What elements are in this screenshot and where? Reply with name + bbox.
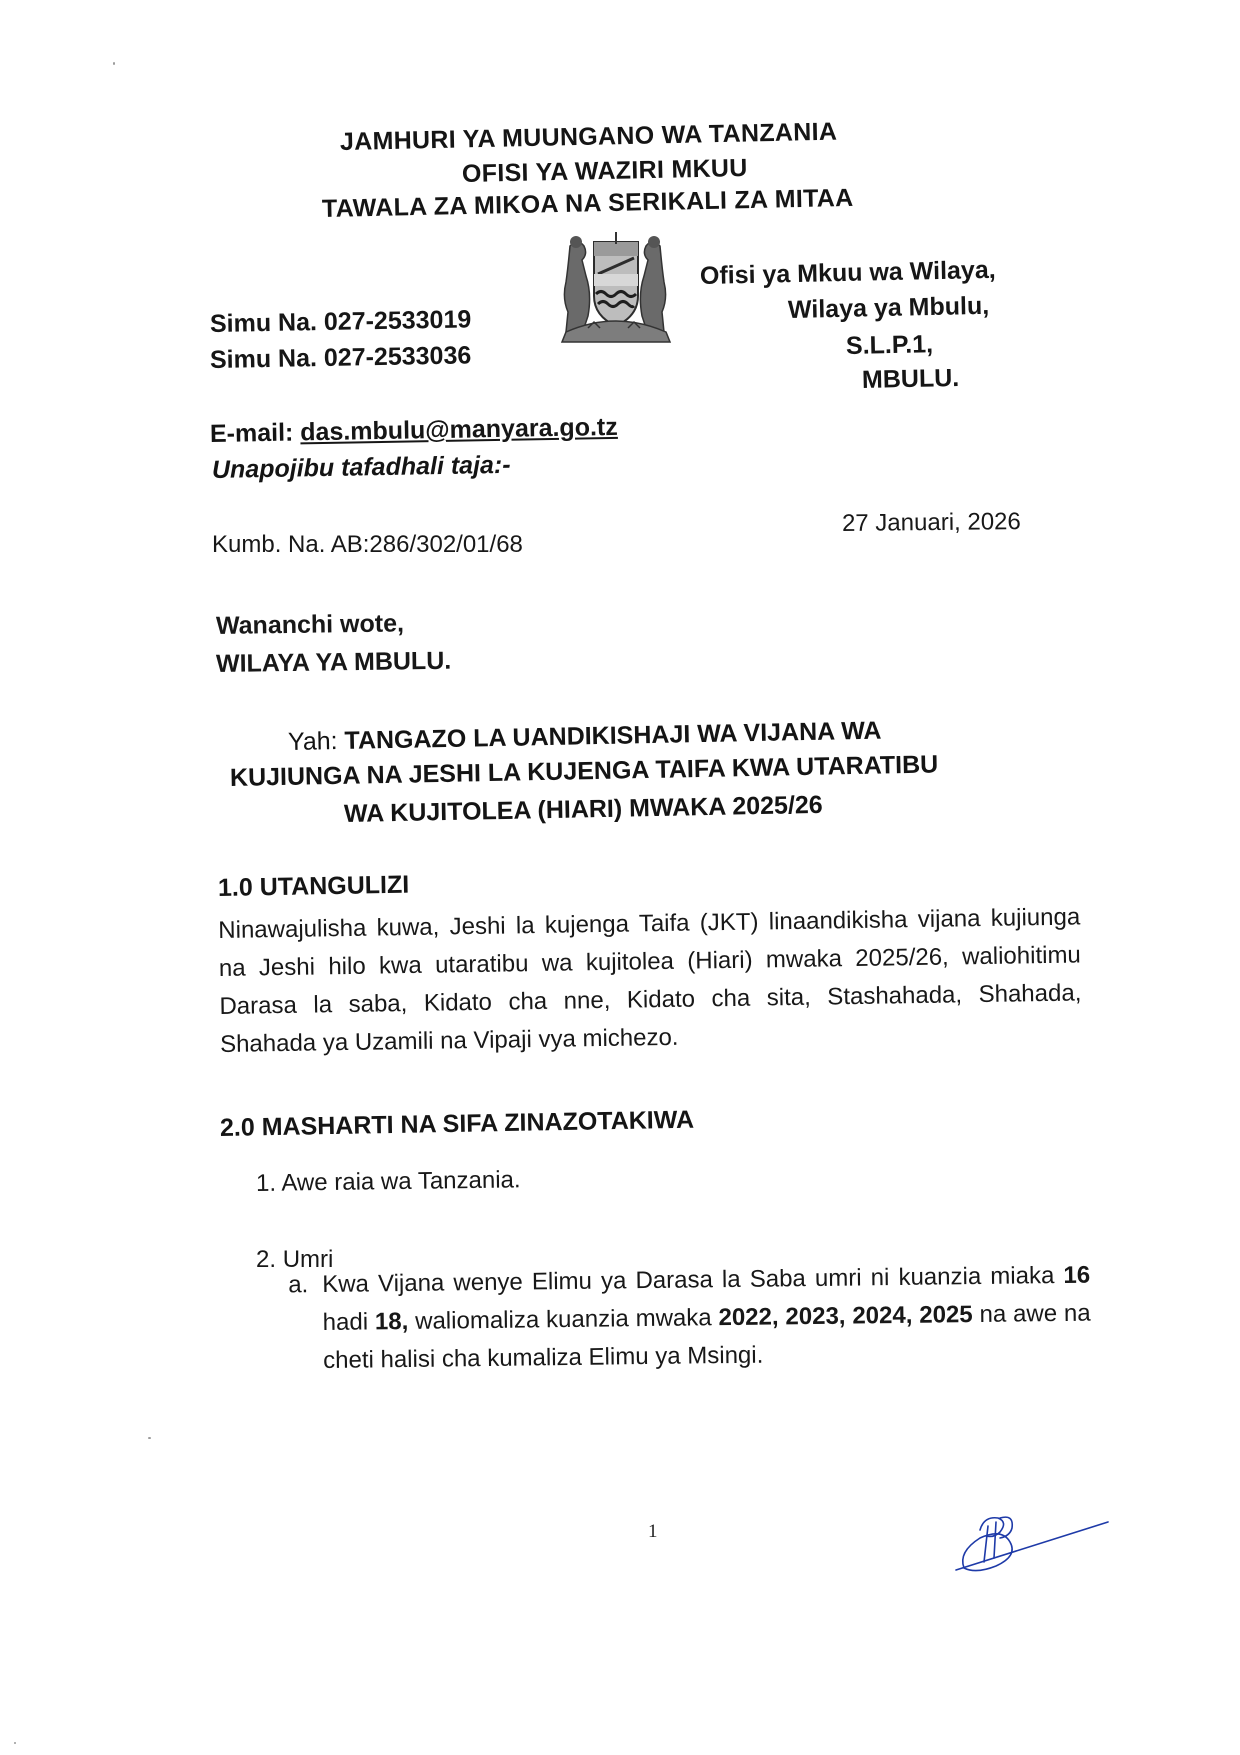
sub-list-item (288, 1257, 1091, 1380)
email-link[interactable]: das.mbulu@manyara.go.tz (300, 412, 618, 447)
text-segment: hadi (322, 1308, 376, 1336)
addressee-line-1: Wananchi wote, (215, 609, 405, 640)
text-segment: waliomaliza kuanzia mwaka (408, 1304, 719, 1335)
phone-number-2: Simu Na. 027-2533036 (209, 341, 472, 374)
page-number: 1 (648, 1521, 658, 1542)
section-heading-requirements: 2.0 MASHARTI NA SIFA ZINAZOTAKIWA (219, 1105, 695, 1142)
sub-list-marker: a. (288, 1271, 309, 1299)
scan-speck (113, 62, 115, 65)
reply-instruction: Unapojibu tafadhali taja:- (211, 450, 511, 484)
graduation-years: 2022, 2023, 2024, 2025 (718, 1301, 973, 1332)
header-department-title: TAWALA ZA MIKOA NA SERIKALI ZA MITAA (321, 183, 854, 223)
tanzania-coat-of-arms-icon (548, 228, 684, 346)
address-district: Wilaya ya Mbulu, (787, 291, 990, 324)
introduction-paragraph: Ninawajulisha kuwa, Jeshi la kujenga Taifa (JKT) linaandikisha vijana kujiunga na Jeshi hilo kwa utaratibu wa kujitolea (Hiari) mwaka 2025/26, waliohitimu Darasa la saba, Kidato cha nne, Kidato cha sita, Stashahada, Shahada, Shahada ya Uzamili na Vipaji vya michezo. (218, 903, 1082, 1058)
subject-prefix: Yah: (287, 726, 345, 756)
scan-speck (14, 1742, 16, 1744)
list-item-text: Umri (282, 1246, 334, 1273)
text-segment: na awe na cheti halisi cha kumaliza Elimu ya Msingi. (322, 1299, 1091, 1374)
list-item (256, 1166, 521, 1198)
min-age: 16 (1063, 1261, 1091, 1289)
subject-line-2 (230, 750, 939, 793)
subject-text-3: WA KUJITOLEA (HIARI) MWAKA 2025/26 (343, 790, 823, 828)
section-heading-introduction: 1.0 UTANGULIZI (217, 870, 410, 902)
list-item-text: Awe raia wa Tanzania. (281, 1166, 521, 1197)
header-office-title: OFISI YA WAZIRI MKUU (461, 154, 748, 188)
address-office: Ofisi ya Mkuu wa Wilaya, (699, 255, 996, 290)
email-row (210, 413, 618, 449)
phone-number-1: Simu Na. 027-2533019 (209, 305, 472, 338)
letter-date: 27 Januari, 2026 (841, 508, 1021, 537)
subject-text-1: TANGAZO LA UANDIKISHAJI WA VIJANA WA (344, 716, 882, 755)
sub-list-item-text (322, 1257, 1091, 1380)
scan-speck (148, 1437, 151, 1439)
header-republic-title: JAMHURI YA MUUNGANO WA TANZANIA (339, 117, 838, 156)
subject-line-1 (288, 717, 882, 757)
addressee-line-2: WILAYA YA MBULU. (215, 646, 452, 678)
signature-icon (950, 1510, 1110, 1590)
address-po-box: S.L.P.1, (845, 330, 934, 360)
email-label: E-mail: (209, 418, 301, 448)
list-marker: 1. (255, 1169, 277, 1197)
subject-line-3 (344, 791, 823, 829)
reference-number: Kumb. Na. AB:286/302/01/68 (212, 531, 523, 558)
subject-text-2: KUJIUNGA NA JESHI LA KUJENGA TAIFA KWA UTARATIBU (229, 750, 939, 792)
list-marker: 2. (256, 1246, 277, 1273)
max-age: 18, (374, 1307, 409, 1336)
text-segment: Kwa Vijana wenye Elimu ya Darasa la Saba umri ni kuanzia miaka (322, 1261, 1064, 1298)
address-town: MBULU. (861, 363, 960, 394)
